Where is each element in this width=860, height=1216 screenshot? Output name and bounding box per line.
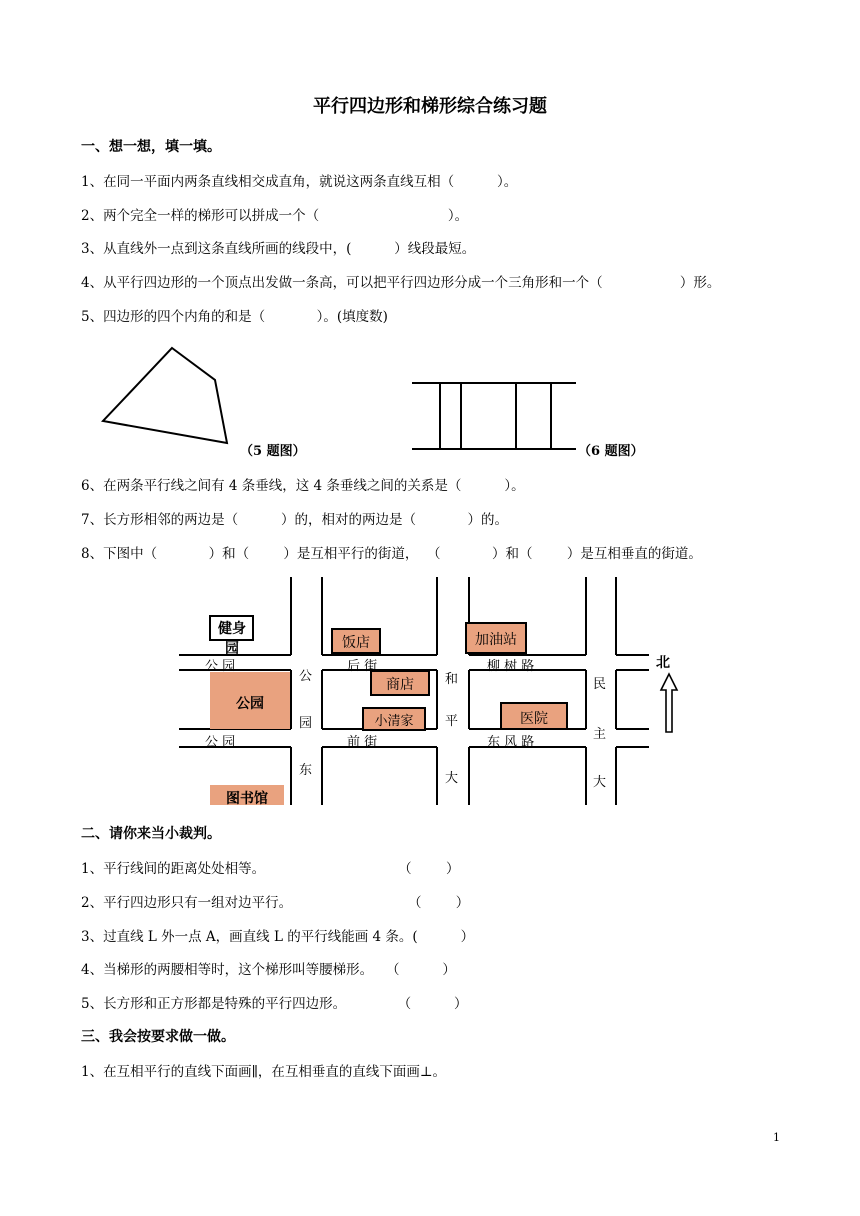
figure-5-caption: （5 题图） bbox=[240, 444, 306, 459]
question-2-2: 2、平行四边形只有一组对边平行。 （ ） bbox=[81, 895, 470, 911]
street-heping-3: 大 bbox=[445, 771, 459, 786]
question-1-7: 7、长方形相邻的两边是（ ）的，相对的两边是（ ）的。 bbox=[81, 512, 508, 528]
place-gas-station: 加油站 bbox=[475, 632, 517, 648]
north-arrow-icon bbox=[658, 672, 680, 738]
street-park-top: 公 园 bbox=[205, 659, 236, 674]
street-liushu-lu: 柳 树 路 bbox=[487, 659, 535, 674]
street-heping-1: 和 bbox=[445, 672, 459, 687]
figure-6-caption: （6 题图） bbox=[578, 444, 644, 459]
question-1-6: 6、在两条平行线之间有 4 条垂线，这 4 条垂线之间的关系是（ ）。 bbox=[81, 478, 525, 494]
place-restaurant: 饭店 bbox=[342, 635, 370, 651]
figure-5-quadrilateral bbox=[98, 342, 238, 446]
question-1-1: 1、在同一平面内两条直线相交成直角，就说这两条直线互相（ ）。 bbox=[81, 174, 518, 190]
street-minzhu-1: 民 bbox=[593, 677, 607, 692]
street-qian-jie: 前 街 bbox=[347, 735, 378, 750]
street-dongfeng-lu: 东 风 路 bbox=[487, 735, 535, 750]
street-map bbox=[179, 577, 649, 805]
figure-6-parallel-lines bbox=[410, 378, 578, 454]
street-gongyuandong-3: 东 bbox=[299, 763, 313, 778]
question-1-3: 3、从直线外一点到这条直线所画的线段中，( ）线段最短。 bbox=[81, 241, 476, 257]
section-1-heading: 一、想一想，填一填。 bbox=[81, 139, 221, 155]
question-2-4: 4、当梯形的两腰相等时，这个梯形叫等腰梯形。 （ ） bbox=[81, 962, 456, 978]
question-2-5: 5、长方形和正方形都是特殊的平行四边形。 （ ） bbox=[81, 996, 468, 1012]
section-3-heading: 三、我会按要求做一做。 bbox=[81, 1029, 235, 1045]
street-minzhu-2: 主 bbox=[593, 727, 607, 742]
place-shop: 商店 bbox=[386, 677, 414, 693]
question-2-3: 3、过直线 L 外一点 A，画直线 L 的平行线能画 4 条。( ） bbox=[81, 929, 475, 945]
street-gongyuandong-2: 园 bbox=[299, 716, 313, 731]
place-library: 图书馆 bbox=[226, 791, 268, 805]
street-heping-2: 平 bbox=[445, 714, 459, 729]
place-park: 公园 bbox=[236, 696, 264, 712]
question-1-4: 4、从平行四边形的一个顶点出发做一条高，可以把平行四边形分成一个三角形和一个（ ）形。 bbox=[81, 275, 721, 291]
place-gym: 健身园 bbox=[218, 621, 246, 657]
question-1-8: 8、下图中（ ）和（ ）是互相平行的街道， （ ）和（ ）是互相垂直的街道。 bbox=[81, 546, 702, 562]
place-snack: 小清家 bbox=[374, 714, 414, 729]
question-1-2: 2、两个完全一样的梯形可以拼成一个（ ）。 bbox=[81, 208, 469, 224]
street-gongyuandong-1: 公 bbox=[299, 669, 313, 684]
section-2-heading: 二、请你来当小裁判。 bbox=[81, 826, 221, 842]
street-minzhu-3: 大 bbox=[593, 775, 607, 790]
question-2-1: 1、平行线间的距离处处相等。 （ ） bbox=[81, 861, 460, 877]
north-label-outer: 北 bbox=[656, 655, 670, 671]
question-3-1: 1、在互相平行的直线下面画∥，在互相垂直的直线下面画⊥。 bbox=[81, 1064, 447, 1080]
question-1-5: 5、四边形的四个内角的和是（ ）。(填度数) bbox=[81, 309, 388, 325]
page-number: 1 bbox=[773, 1131, 780, 1144]
place-hospital: 医院 bbox=[520, 711, 548, 727]
street-hou-jie: 后 街 bbox=[347, 659, 378, 674]
street-park-bottom: 公 园 bbox=[205, 735, 236, 750]
page-title: 平行四边形和梯形综合练习题 bbox=[313, 96, 547, 117]
